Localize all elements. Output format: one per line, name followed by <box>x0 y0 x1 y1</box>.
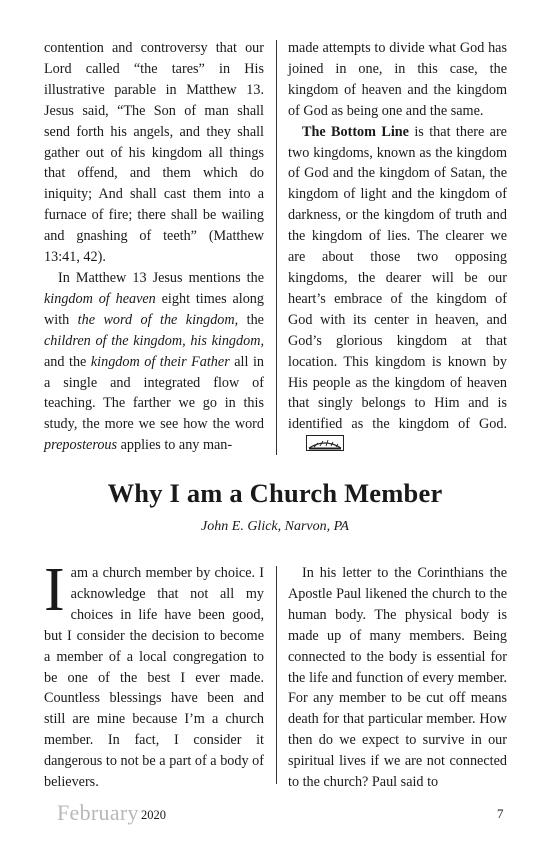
text-run: the <box>238 311 264 328</box>
text-run: and the <box>44 353 91 370</box>
bold-lead: The Bottom Line <box>302 123 409 140</box>
text-run: eight times along with <box>44 290 264 328</box>
article-byline: John E. Glick, Narvon, PA <box>201 519 349 534</box>
text-run: applies to any man- <box>117 437 233 454</box>
text-run: In Matthew 13 Jesus mentions the <box>58 269 264 286</box>
article-right-column <box>288 563 507 793</box>
paragraph <box>288 122 507 459</box>
paragraph: made attempts to divide what God has joined in one, in this case, the kingdom of heaven and the kingdom of God as being one and the same. <box>288 40 507 119</box>
paragraph <box>44 556 264 793</box>
italic-run: children of the kingdom, his kingdom, <box>44 332 264 349</box>
column-divider <box>276 566 277 784</box>
italic-run: kingdom of heaven <box>44 290 156 307</box>
article-title: Why I am a Church Member <box>107 478 443 508</box>
footer-year: 2020 <box>141 808 166 822</box>
top-left-column <box>44 38 264 456</box>
page-number: 7 <box>497 806 504 821</box>
top-right-column <box>288 38 507 458</box>
italic-run: kingdom of their Father <box>90 353 230 370</box>
text-run: am a church member by choice. I acknowledge that not all my choices in life have been good, but I consider the decision to become a member of a local congregation to be one of the best I ever made. Countless blessings have been and still are mine because I’m a church member. In fact, I consider it dangerous to not be a part of a body of believers. <box>44 565 264 791</box>
text-run: all in a single and integrated flow of teaching. The farther we go in this study, the more we see how the word <box>44 353 264 433</box>
end-of-article-icon <box>292 435 344 458</box>
text-run: is that there are two kingdoms, known as the kingdom of God and the kingdom of Satan, the kingdom of light and the kingdom of darkness, or the kingdom of truth and the kingdom of lies. The clearer we are about those two opposing kingdoms, the dearer will be our heart’s embrace of the kingdom of God with its center in heaven, and God’s glorious kingdom at that location. This kingdom is known by His people as the kingdom of heaven that singly belongs to Him and is identified as the kingdom of God. <box>288 123 507 433</box>
footer-month: February <box>57 800 139 825</box>
paragraph: contention and controversy that our Lord called “the tares” in His illustrative parable in Matthew 13. Jesus said, “The Son of man shall send forth his angels, and they shall gather out of his kingdom all things that offend, and them which do iniquity; And shall cast them into a furnace of fire; there shall be wailing and gnashing of teeth” (Matthew 13:41, 42). <box>44 40 264 266</box>
column-divider <box>276 40 277 455</box>
drop-cap: I <box>44 556 65 624</box>
paragraph: In his letter to the Corinthians the Apostle Paul likened the church to the human body. The physical body is made up of many members. Being connected to the body is essential for the life and function of every member. For any member to be cut off means death for that particular member. How then do we expect to survive in our spiritual lives if we are not connected to the church? Paul said to <box>288 565 507 791</box>
article-left-column <box>44 556 264 793</box>
paragraph <box>44 268 264 456</box>
italic-run: preposterous <box>44 437 118 454</box>
italic-run: the word of the kingdom, <box>77 311 239 328</box>
